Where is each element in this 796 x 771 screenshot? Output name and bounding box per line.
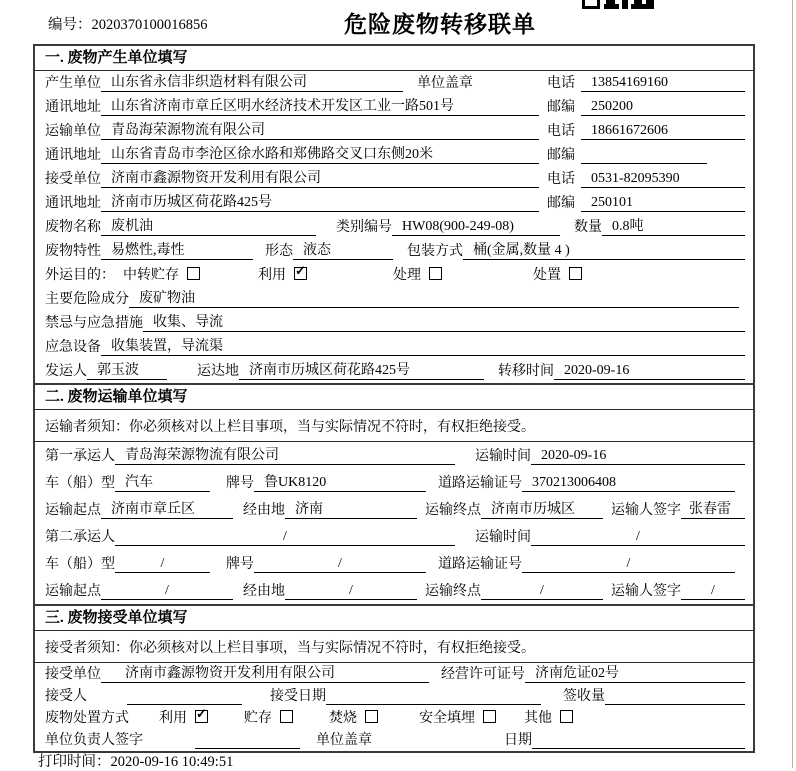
disposal-option-landfill: 安全填埋	[419, 707, 524, 727]
road-license-label: 道路运输证号	[438, 557, 522, 572]
transfer-time-value: 2020-09-16	[554, 362, 745, 380]
purpose-option-transfer-storage: 中转贮存	[123, 264, 258, 284]
row-receiver-address	[35, 191, 753, 215]
transporter-label: 运输单位	[45, 124, 101, 139]
hazard-value: 废矿物油	[129, 290, 739, 308]
packing-value: 桶(金属,数量 4 )	[463, 242, 745, 260]
character-value: 易燃性,毒性	[101, 242, 253, 260]
category-value: HW08(900-249-08)	[392, 218, 560, 236]
disposal-incinerate-checkbox	[365, 710, 378, 723]
shipper-value: 郭玉波	[87, 362, 167, 380]
row-hazard-component	[35, 287, 753, 311]
accept-unit-label: 接受单位	[45, 667, 101, 682]
taboo-label: 禁忌与应急措施	[45, 316, 143, 331]
row-waste-character	[35, 239, 753, 263]
permit-label: 经营许可证号	[441, 667, 525, 682]
row-recipient	[35, 685, 753, 707]
purpose-option-dispose: 处置	[533, 264, 582, 284]
phone-label: 电话	[547, 76, 575, 91]
carrier-sign2-value: /	[681, 582, 745, 600]
section-transporter-heading: 二. 废物运输单位填写	[35, 385, 753, 410]
carrier-sign-label: 运输人签字	[611, 584, 681, 599]
zip-label: 邮编	[547, 196, 575, 211]
print-time-label: 打印时间：	[38, 754, 111, 770]
carrier2-label: 第二承运人	[45, 530, 115, 545]
phone-label: 电话	[547, 124, 575, 139]
accept-unit-value: 济南市鑫源物资开发利用有限公司	[101, 665, 429, 683]
receiver-phone-value: 0531-82095390	[581, 170, 745, 188]
disposal-option-use: 利用 ✓	[159, 707, 244, 727]
use-checkbox	[294, 267, 307, 280]
unit-seal-label: 单位盖章	[316, 733, 372, 748]
quantity-value: 0.8吨	[602, 218, 745, 236]
purpose-label: 外运目的：	[45, 268, 115, 283]
receiver-value: 济南市鑫源物资开发利用有限公司	[101, 170, 539, 188]
waste-name-value: 废机油	[101, 218, 316, 236]
row-receiver	[35, 167, 753, 191]
plate-label: 牌号	[226, 476, 254, 491]
print-time-value: 2020-09-16 10:49:51	[110, 754, 234, 770]
producer-label: 产生单位	[45, 76, 101, 91]
dispose-checkbox	[569, 267, 582, 280]
form-value: 液态	[293, 242, 393, 260]
end1-value: 济南市历城区	[481, 501, 603, 519]
document-header	[0, 0, 796, 44]
character-label: 废物特性	[45, 244, 101, 259]
vehicle-type1-value: 汽车	[115, 474, 210, 492]
vehicle-type-label: 车（船）型	[45, 476, 115, 491]
transporter-address-value: 山东省青岛市李沧区徐水路和郑佛路交叉口东侧20米	[101, 146, 539, 164]
category-label: 类别编号	[336, 220, 392, 235]
origin1-value: 济南市章丘区	[101, 501, 233, 519]
row-carrier1	[35, 442, 753, 469]
taboo-value: 收集、导流	[143, 314, 745, 332]
permit-value: 济南危证02号	[525, 665, 745, 683]
page-edge-line	[792, 0, 793, 768]
form-label: 形态	[265, 244, 293, 259]
shipper-label: 发运人	[45, 364, 87, 379]
purpose-option-use: 利用 ✓	[258, 264, 393, 284]
transfer-time-label: 转移时间	[498, 364, 554, 379]
signed-qty-label: 签收量	[563, 689, 605, 704]
address-label: 通讯地址	[45, 148, 101, 163]
carrier-sign-label: 运输人签字	[611, 503, 681, 518]
packing-label: 包装方式	[407, 244, 463, 259]
transporter-value: 青岛海荣源物流有限公司	[101, 122, 539, 140]
origin-label: 运输起点	[45, 584, 101, 599]
transport-time2-value: /	[531, 528, 745, 546]
carrier2-value: /	[115, 528, 455, 546]
receiver-zip-value: 250101	[581, 194, 745, 212]
transfer-form	[33, 44, 755, 753]
purpose-option-treat: 处理	[393, 264, 533, 284]
row-producer	[35, 71, 753, 95]
producer-address-value: 山东省济南市章丘区明水经济技术开发区工业一路501号	[101, 98, 539, 116]
head-sign-label: 单位负责人签字	[45, 733, 143, 748]
row-shipper	[35, 359, 753, 383]
destination-label: 运达地	[197, 364, 239, 379]
zip-label: 邮编	[547, 100, 575, 115]
transporter-phone-value: 18661672606	[581, 122, 745, 140]
transporter-zip-value	[581, 146, 707, 164]
receiver-address-value: 济南市历城区荷花路425号	[101, 194, 539, 212]
origin2-value: /	[101, 582, 233, 600]
disposal-option-store: 贮存	[244, 707, 329, 727]
row-emergency-equipment	[35, 335, 753, 359]
section-receiver-heading: 三. 废物接受单位填写	[35, 606, 753, 631]
plate2-value: /	[254, 555, 426, 573]
receiver-notice: 接受者须知：你必须核对以上栏目事项，当与实际情况不符时，有权拒绝接受。	[35, 631, 753, 663]
disposal-option-other: 其他	[524, 707, 573, 727]
date-label: 日期	[504, 733, 532, 748]
via-label: 经由地	[243, 503, 285, 518]
carrier1-value: 青岛海荣源物流有限公司	[115, 447, 455, 465]
section-receiver	[35, 604, 753, 751]
treat-checkbox	[429, 267, 442, 280]
producer-zip-value: 250200	[581, 98, 745, 116]
via-label: 经由地	[243, 584, 285, 599]
waste-name-label: 废物名称	[45, 220, 101, 235]
row-route1	[35, 496, 753, 523]
disposal-store-checkbox	[280, 710, 293, 723]
disposal-use-checkbox	[195, 710, 208, 723]
row-vehicle1	[35, 469, 753, 496]
address-label: 通讯地址	[45, 100, 101, 115]
transport-time-label: 运输时间	[475, 449, 531, 464]
vehicle-type-label: 车（船）型	[45, 557, 115, 572]
recipient-value	[127, 687, 242, 705]
road-license1-value: 370213006408	[522, 474, 735, 492]
row-accept-unit	[35, 663, 753, 685]
section-transporter	[35, 383, 753, 604]
row-taboo-measures	[35, 311, 753, 335]
carrier-sign1-value: 张春雷	[681, 501, 745, 519]
end-label: 运输终点	[425, 584, 481, 599]
serial-number-label: 编号：	[48, 17, 92, 33]
quantity-label: 数量	[574, 220, 602, 235]
recipient-label: 接受人	[45, 689, 87, 704]
unit-seal-label: 单位盖章	[417, 76, 473, 91]
row-head-signature	[35, 729, 753, 751]
row-transporter	[35, 119, 753, 143]
disposal-method-label: 废物处置方式	[45, 711, 129, 726]
carrier1-label: 第一承运人	[45, 449, 115, 464]
plate-label: 牌号	[226, 557, 254, 572]
road-license2-value: /	[522, 555, 735, 573]
phone-label: 电话	[547, 172, 575, 187]
producer-phone-value: 13854169160	[581, 74, 745, 92]
row-producer-address	[35, 95, 753, 119]
row-waste-name	[35, 215, 753, 239]
section-producer-heading: 一. 废物产生单位填写	[35, 46, 753, 71]
row-transporter-address	[35, 143, 753, 167]
receiver-label: 接受单位	[45, 172, 101, 187]
signed-qty-value	[605, 687, 745, 705]
disposal-landfill-checkbox	[483, 710, 496, 723]
row-disposal-method	[35, 707, 753, 729]
head-sign-value	[195, 731, 300, 749]
via2-value: /	[285, 582, 417, 600]
equipment-label: 应急设备	[45, 340, 101, 355]
section-producer	[35, 46, 753, 383]
page-title: 危险废物转移联单	[344, 12, 536, 37]
origin-label: 运输起点	[45, 503, 101, 518]
transfer-storage-checkbox	[187, 267, 200, 280]
vehicle-type2-value: /	[115, 555, 210, 573]
hazard-label: 主要危险成分	[45, 292, 129, 307]
end-label: 运输终点	[425, 503, 481, 518]
row-vehicle2	[35, 550, 753, 577]
producer-value: 山东省永信非织造材料有限公司	[101, 74, 403, 92]
plate1-value: 鲁UK8120	[254, 474, 426, 492]
serial-number-value: 2020370100016856	[91, 17, 208, 33]
destination-value: 济南市历城区荷花路425号	[239, 362, 484, 380]
road-license-label: 道路运输证号	[438, 476, 522, 491]
row-route2	[35, 577, 753, 604]
transport-time-label: 运输时间	[475, 530, 531, 545]
transporter-notice: 运输者须知：你必须核对以上栏目事项，当与实际情况不符时，有权拒绝接受。	[35, 410, 753, 442]
zip-label: 邮编	[547, 148, 575, 163]
row-carrier2	[35, 523, 753, 550]
accept-date-value	[326, 687, 541, 705]
via1-value: 济南	[285, 501, 417, 519]
disposal-option-incinerate: 焚烧	[329, 707, 419, 727]
disposal-other-checkbox	[560, 710, 573, 723]
accept-date-label: 接受日期	[270, 689, 326, 704]
transport-time1-value: 2020-09-16	[531, 447, 745, 465]
qr-code-fragment	[582, 0, 654, 9]
row-purpose	[35, 263, 753, 287]
date-value	[532, 731, 745, 749]
end2-value: /	[481, 582, 603, 600]
address-label: 通讯地址	[45, 196, 101, 211]
equipment-value: 收集装置，导流渠	[101, 338, 745, 356]
